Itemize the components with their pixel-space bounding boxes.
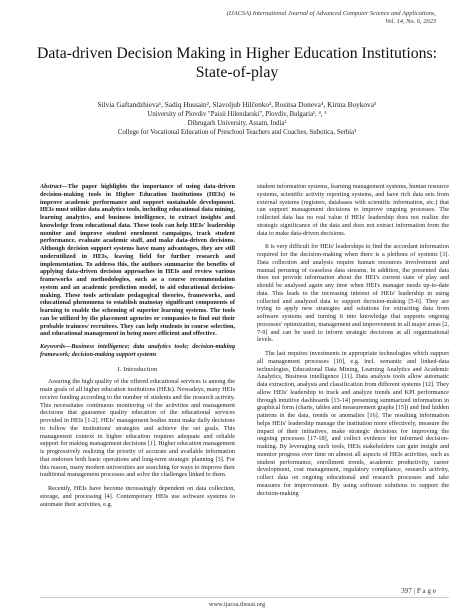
footer-divider xyxy=(40,597,449,598)
body-paragraph-1: student information systems, learning management systems, human resource systems, scientific activity reporting systems, and have rich data sets from external systems (registers, databases with scientific information, etc.) that can support management decisions to improve ongoing processes. The collected data has no real value if HEIs' leadership does not realize the strategic significance of the data and does not extract information from the data to make data-driven decisions. xyxy=(257,183,449,237)
affiliation-3: College for Vocational Education of Preschool Teachers and Coaches, Subotica, Serbia³ xyxy=(117,129,357,136)
page-number: 397 | P a g e xyxy=(401,587,436,595)
keywords: Keywords—Business intelligence; data analytics tools; decision-making framework; decision-making support systems xyxy=(40,343,235,358)
journal-header xyxy=(136,10,436,26)
paper-title: Data-driven Decision Making in Higher Education Institutions: State-of-play xyxy=(36,45,438,81)
intro-paragraph-1: Assuring the high quality of the offered educational services is among the main goals of all higher education institutions (HEIs). Nowadays, many HEIs receive funding according to the number of students and the research activity. This necessitates continuous monitoring of the activities and management decisions that guarantee quality education of the educational services provided in HEIs [1-2]. HEIs' management bodies must make daily decisions to follow the institutions' strategies and achieve the set goals. This management context in higher education requires adequate and reliable support for making management decisions [1]. Higher education management is progressively realizing the priority of accurate and available information that endorses both basic operations and long-term strategic planning [3]. For this reason, many modern universities are searching for ways to improve their traditional management processes and solve the challenges linked to them. xyxy=(40,378,235,479)
affiliation-2: Dibrugarh University, Assam, India² xyxy=(187,120,287,127)
right-column xyxy=(257,183,449,497)
author-list: Silvia Gaftandzhieva¹, Sadiq Hussain², Slavoljub Hilčenko³, Rositsa Doneva⁴, Kirina Boykova⁵ xyxy=(97,100,377,109)
section-heading-introduction: I. Introduction xyxy=(117,365,158,373)
body-paragraph-2: It is very difficult for HEIs' leaderships to find the accordant information required for the decision-making when there is a plethora of systems [3]. Data collection and analysis require human resources involvement and manual perusing of ceaseless data streams. In addition, the presented data does not provide information about the HEI's current state of play and should be analysed again any time when HEI's manager needs up-to-date data. This leads to the increasing interest of HEIs' leadership in using collected and analyzed data to support decision-making [5-6]. They are trying to apply new strategies and solutions for extracting data from software systems and turning it into knowledge that supports ongoing processes' optimization, management and improvement in all major areas [2, 7-9] and can be used to inform strategic decisions at all organizational levels. xyxy=(257,243,449,344)
body-paragraph-3: The last requires investments in appropriate technologies which support all management processes [10], e.g. incl. semantic and linked-data technologies, Educational Data Mining, Learning Analytics and Academic Analytics, Business intelligence [11]. Data analysis tools allow automatic data extraction, analysis and classification from different systems [12]. They allow HEIs' leadership to track and analyze trends and KPI performance through intuitive dashboards [13-14] presenting summarized information in graphical form (charts, tables and measurement graphs [15]) and find hidden patterns in the data, trends or anomalies [16]. The resulting information helps HEIs' leadership manage the institution more effectively, measure the impact of their initiatives, make strategic decisions for improving the ongoing processes [17-18], and collect evidence for informed decision-making. By leveraging such tools, HEIs stakeholders can gain insight and monitor progress over time on almost all aspects of HEIs activities, such as student performance, enrollment trends, academic productivity, career development, cost management, regulatory compliance, research activity, collect data on ongoing educational and research processes and take measures for improvement. By using software solutions to support the decision-making xyxy=(257,350,449,497)
left-column xyxy=(40,183,235,508)
affiliation-1: University of Plovdiv "Paisii Hilendarski", Plovdiv, Bulgaria¹, ⁴, ⁵ xyxy=(147,111,327,118)
abstract xyxy=(40,183,235,338)
journal-url: www.ijacsa.thesai.org xyxy=(208,601,266,608)
abstract-text: —The paper highlights the importance of using data-driven decision-making tools in Higher Education Institutions (HEIs) to improve academic performance and support sustainable development. HEIs must utilize data analytics tools, including educational data mining, learning analytics, and business intelligence, to extract insights and knowledge from educational data. These tools can help HEIs' leadership monitor and improve student enrolment campaigns, track student performance, evaluate academic staff, and make data-driven decisions. Although decision support systems have many advantages, they are still underutilized in HEIs, leaving field for further research and implementation. To address this, the authors summarize the benefits of applying data-driven decision approaches in HEIs and review various frameworks and methodologies, such as a course recommendation system and an academic prediction model, to aid educational decision-making. These tools articulate pedagogical theories, frameworks, and educational phenomena to establish mainstay significant components of learning to enable the scheming of superior learning systems. The tools can be utilized by the placement agencies or companies to find out their probable trainees/ recruitees. They can help students in course selection, and educational management in being more efficient and effective. xyxy=(40,183,235,338)
journal-volume: Vol. 14, No. 6, 2023 xyxy=(385,18,436,25)
abstract-label: Abstract xyxy=(40,183,62,190)
journal-name: (IJACSA) International Journal of Advanced Computer Science and Applications, xyxy=(226,10,436,17)
intro-paragraph-2: Recently, HEIs have become increasingly dependent on data collection, storage, and processing [4]. Contemporary HEIs use software systems to automate their activities, e.g. xyxy=(40,485,235,508)
